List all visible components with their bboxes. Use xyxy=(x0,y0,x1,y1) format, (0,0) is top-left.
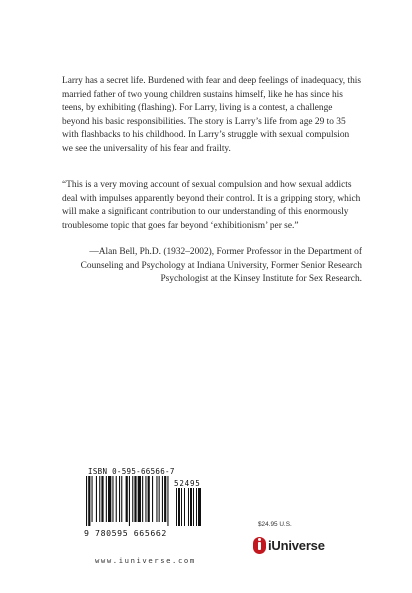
isbn-label: ISBN 0-595-66566-7 xyxy=(88,467,175,476)
iuniverse-logo-icon xyxy=(253,537,266,554)
attribution-line-3: Psychologist at the Kinsey Institute for Sex Research. xyxy=(160,274,362,285)
synopsis-paragraph: Larry has a secret life. Burdened with fear and deep feelings of inadequacy, this married father of two young children sustains himself, like he has since his teens, by exhibiting (flashing). For Larry, living is a contest, a challenge beyond his basic responsibilities. The story is Larry’s life from age 29 to 35 with flashbacks to his childhood. In Larry’s struggle with sexual compulsion we see the universality of his fear and frailty. xyxy=(62,76,362,154)
endorsement-quote xyxy=(62,179,362,233)
publisher-logo xyxy=(253,534,325,556)
price-label: $24.95 U.S. xyxy=(258,521,292,528)
attribution-line-1: —Alan Bell, Ph.D. (1932–2002), Former Professor in the Department of xyxy=(89,247,362,257)
ean-digits: 9 780595 665662 xyxy=(84,528,167,538)
endorsement-text: “This is a very moving account of sexual compulsion and how sexual addicts deal with impulses apparently beyond their control. It is a gripping story, which will make a significant contribution to our understanding of this enormously troublesome topic that goes far beyond ‘exhibitionism’ per se.” xyxy=(62,180,361,231)
endorsement-attribution xyxy=(62,246,362,287)
attribution-line-2: Counseling and Psychology at Indiana University, Former Senior Research xyxy=(80,260,362,271)
publisher-name: iUniverse xyxy=(268,537,325,553)
website-link[interactable]: www.iuniverse.com xyxy=(95,556,196,565)
addon-digits: 52495 xyxy=(174,479,201,488)
